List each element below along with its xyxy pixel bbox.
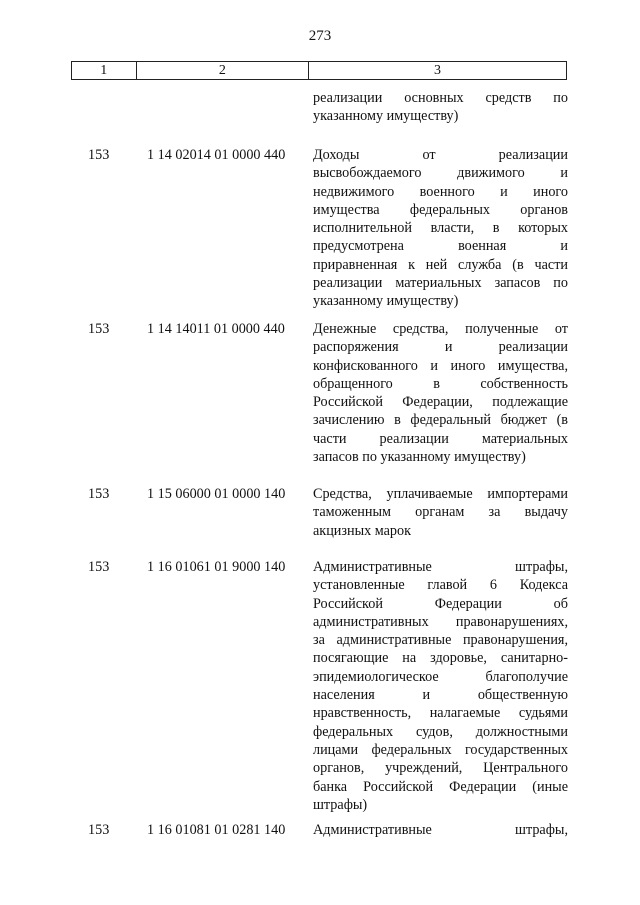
description-line: административных правонарушениях, — [313, 613, 568, 630]
table-header-row — [72, 62, 567, 80]
description-line: Средства, уплачиваемые импортерами — [313, 486, 568, 502]
description-cell — [313, 485, 568, 540]
description-cell — [313, 89, 568, 126]
description-cell — [313, 320, 568, 466]
budget-code-cell: 1 15 06000 01 0000 140 — [147, 486, 286, 502]
description-line: предусмотрена военная и — [313, 238, 568, 255]
budget-code-cell: 1 16 01061 01 9000 140 — [147, 559, 286, 575]
description-line: Российской Федерации об — [313, 595, 568, 612]
description-line: Административные штрафы, — [313, 822, 568, 838]
description-line: банка Российской Федерации (иные — [313, 778, 568, 795]
description-cell — [313, 821, 568, 839]
description-cell — [313, 146, 568, 311]
description-line: эпидемиологическое благополучие — [313, 668, 568, 685]
admin-code-cell: 153 — [88, 822, 110, 838]
budget-code-cell: 1 14 02014 01 0000 440 — [147, 147, 286, 163]
description-line: штрафы) — [313, 796, 368, 813]
description-line: Российской Федерации, подлежащие — [313, 394, 568, 411]
description-line: приравненная к ней служба (в части — [313, 256, 568, 273]
description-line: населения и общественную — [313, 687, 568, 704]
description-line: установленные главой 6 Кодекса — [313, 577, 568, 594]
admin-code-cell: 153 — [88, 147, 110, 163]
budget-code-cell: 1 14 14011 01 0000 440 — [147, 321, 285, 337]
description-line: имущества федеральных органов — [313, 201, 568, 218]
description-line: Денежные средства, полученные от — [313, 321, 568, 337]
page-number: 273 — [308, 28, 332, 44]
description-line: распоряжения и реализации — [313, 339, 568, 356]
description-line: запасов по указанному имуществу) — [313, 449, 526, 466]
description-line: нравственность, налагаемые судьями — [313, 705, 568, 722]
description-line: лицами федеральных государственных — [313, 741, 568, 758]
description-line: таможенным органам за выдачу — [313, 504, 568, 521]
description-line: обращенного в собственность — [313, 375, 568, 392]
description-line: исполнительной власти, в которых — [313, 220, 568, 237]
description-line: конфискованного и иного имущества, — [313, 357, 568, 374]
description-line: высвобождаемого движимого и — [313, 165, 568, 182]
description-line: за административные правонарушения, — [313, 632, 568, 649]
table-header — [71, 61, 567, 80]
description-line: указанному имуществу) — [313, 293, 459, 310]
budget-code-cell: 1 16 01081 01 0281 140 — [147, 822, 286, 838]
admin-code-cell: 153 — [88, 486, 110, 502]
description-line: зачислению в федеральный бюджет (в — [313, 412, 568, 429]
description-line: Доходы от реализации — [313, 147, 568, 163]
description-line: реализации материальных запасов по — [313, 275, 568, 292]
header-col-2: 2 — [136, 62, 309, 80]
description-line: указанному имуществу) — [313, 108, 459, 125]
description-line: органов, учреждений, Центрального — [313, 760, 568, 777]
description-line: федеральных судов, должностными — [313, 723, 568, 740]
header-col-1: 1 — [72, 62, 137, 80]
header-col-3: 3 — [309, 62, 567, 80]
admin-code-cell: 153 — [88, 559, 110, 575]
description-line: акцизных марок — [313, 522, 412, 539]
description-cell — [313, 558, 568, 814]
description-line: реализации основных средств по — [313, 90, 568, 106]
description-line: недвижимого военного и иного — [313, 183, 568, 200]
admin-code-cell: 153 — [88, 321, 110, 337]
description-line: части реализации материальных — [313, 430, 568, 447]
description-line: посягающие на здоровье, санитарно- — [313, 650, 568, 667]
description-line: Административные штрафы, — [313, 559, 568, 575]
